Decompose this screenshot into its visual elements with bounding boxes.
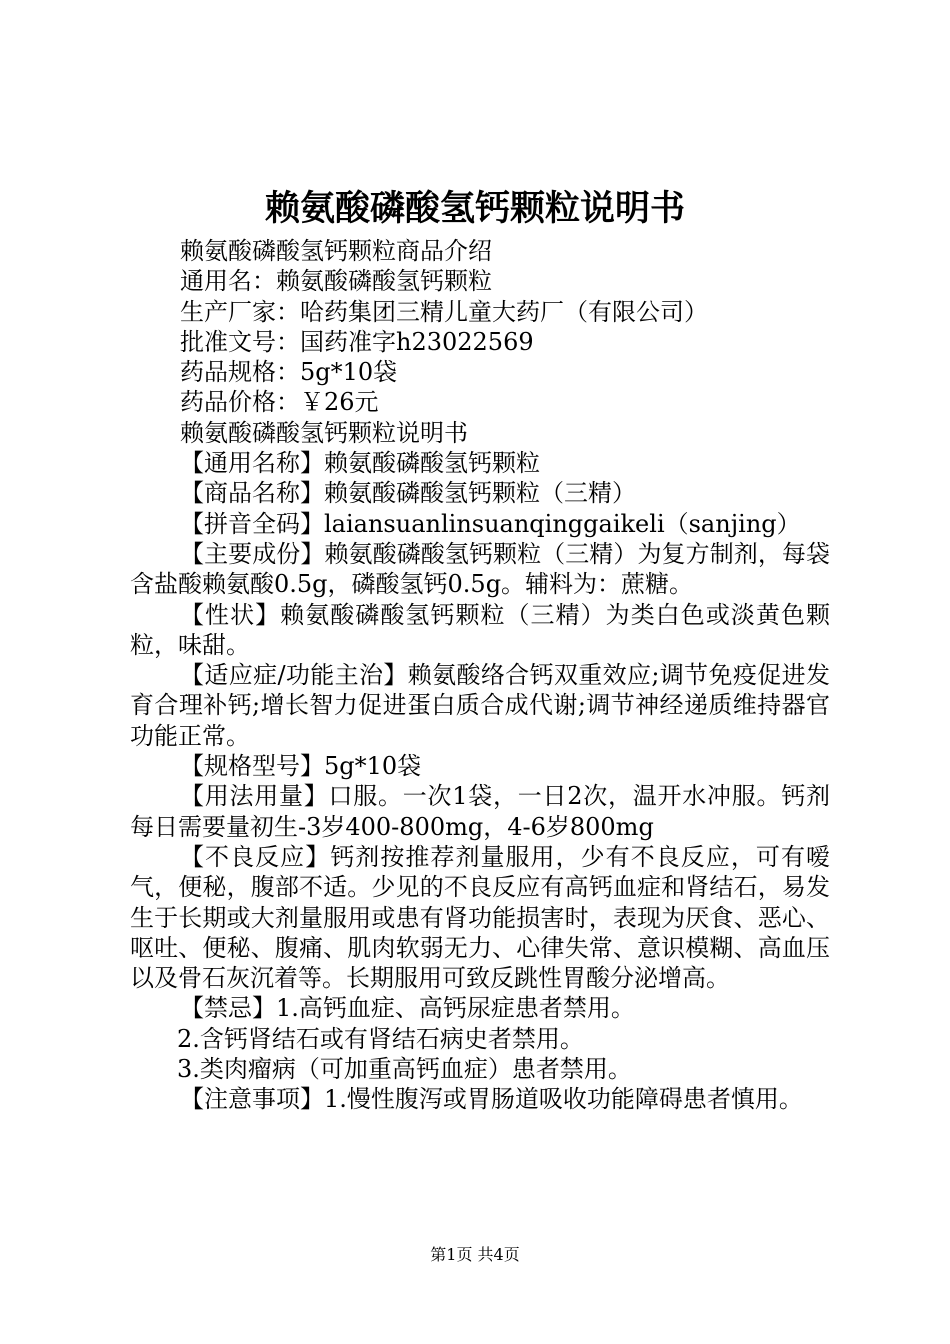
paragraph: 【不良反应】钙剂按推荐剂量服用，少有不良反应，可有嗳气，便秘，腹部不适。少见的不良反应有高钙血症和肾结石，易发生于长期或大剂量服用或患有肾功能损害时，表现为厌食、恶心、呕吐、便秘、腹痛、肌肉软弱无力、心律失常、意识模糊、高血压以及骨石灰沉着等。长期服用可致反跳性胃酸分泌增高。 xyxy=(130,842,830,993)
paragraph: 【主要成份】赖氨酸磷酸氢钙颗粒（三精）为复方制剂，每袋含盐酸赖氨酸0.5g，磷酸氢钙0.5g。辅料为：蔗糖。 xyxy=(130,539,830,599)
paragraph: 【注意事项】1.慢性腹泻或胃肠道吸收功能障碍患者慎用。 xyxy=(180,1085,803,1114)
paragraph: 【规格型号】5g*10袋 xyxy=(180,752,422,781)
paragraph: 【拼音全码】laiansuanlinsuanqinggaikeli（sanjing） xyxy=(180,509,801,538)
paragraph: 【商品名称】赖氨酸磷酸氢钙颗粒（三精） xyxy=(180,479,636,508)
page-footer: 第1页 共4页 xyxy=(430,1245,520,1264)
paragraph: 赖氨酸磷酸氢钙颗粒商品介绍 xyxy=(180,237,492,265)
paragraph: 赖氨酸磷酸氢钙颗粒说明书 xyxy=(180,418,468,447)
paragraph: 3.类肉瘤病（可加重高钙血症）患者禁用。 xyxy=(177,1055,632,1084)
paragraph: 【禁忌】1.高钙血症、高钙尿症患者禁用。 xyxy=(180,994,635,1023)
paragraph: 批准文号：国药准字h23022569 xyxy=(180,327,534,356)
paragraph: 【适应症/功能主治】赖氨酸络合钙双重效应;调节免疫促进发育合理补钙;增长智力促进蛋白质合成代谢;调节神经递质维持器官功能正常。 xyxy=(130,661,830,750)
paragraph: 【用法用量】口服。一次1袋，一日2次，温开水冲服。钙剂每日需要量初生-3岁400-800mg，4-6岁800mg xyxy=(130,782,830,841)
document-body xyxy=(130,236,830,1115)
paragraph: 药品价格：￥26元 xyxy=(180,388,379,417)
paragraph: 2.含钙肾结石或有肾结石病史者禁用。 xyxy=(177,1024,584,1053)
paragraph: 【性状】赖氨酸磷酸氢钙颗粒（三精）为类白色或淡黄色颗粒，味甜。 xyxy=(130,600,830,659)
paragraph: 通用名：赖氨酸磷酸氢钙颗粒 xyxy=(180,267,492,296)
paragraph: 【通用名称】赖氨酸磷酸氢钙颗粒 xyxy=(180,449,540,478)
document-title: 赖氨酸磷酸氢钙颗粒说明书 xyxy=(264,189,685,229)
paragraph: 生产厂家：哈药集团三精儿童大药厂（有限公司） xyxy=(180,297,708,326)
paragraph: 药品规格：5g*10袋 xyxy=(180,358,398,387)
